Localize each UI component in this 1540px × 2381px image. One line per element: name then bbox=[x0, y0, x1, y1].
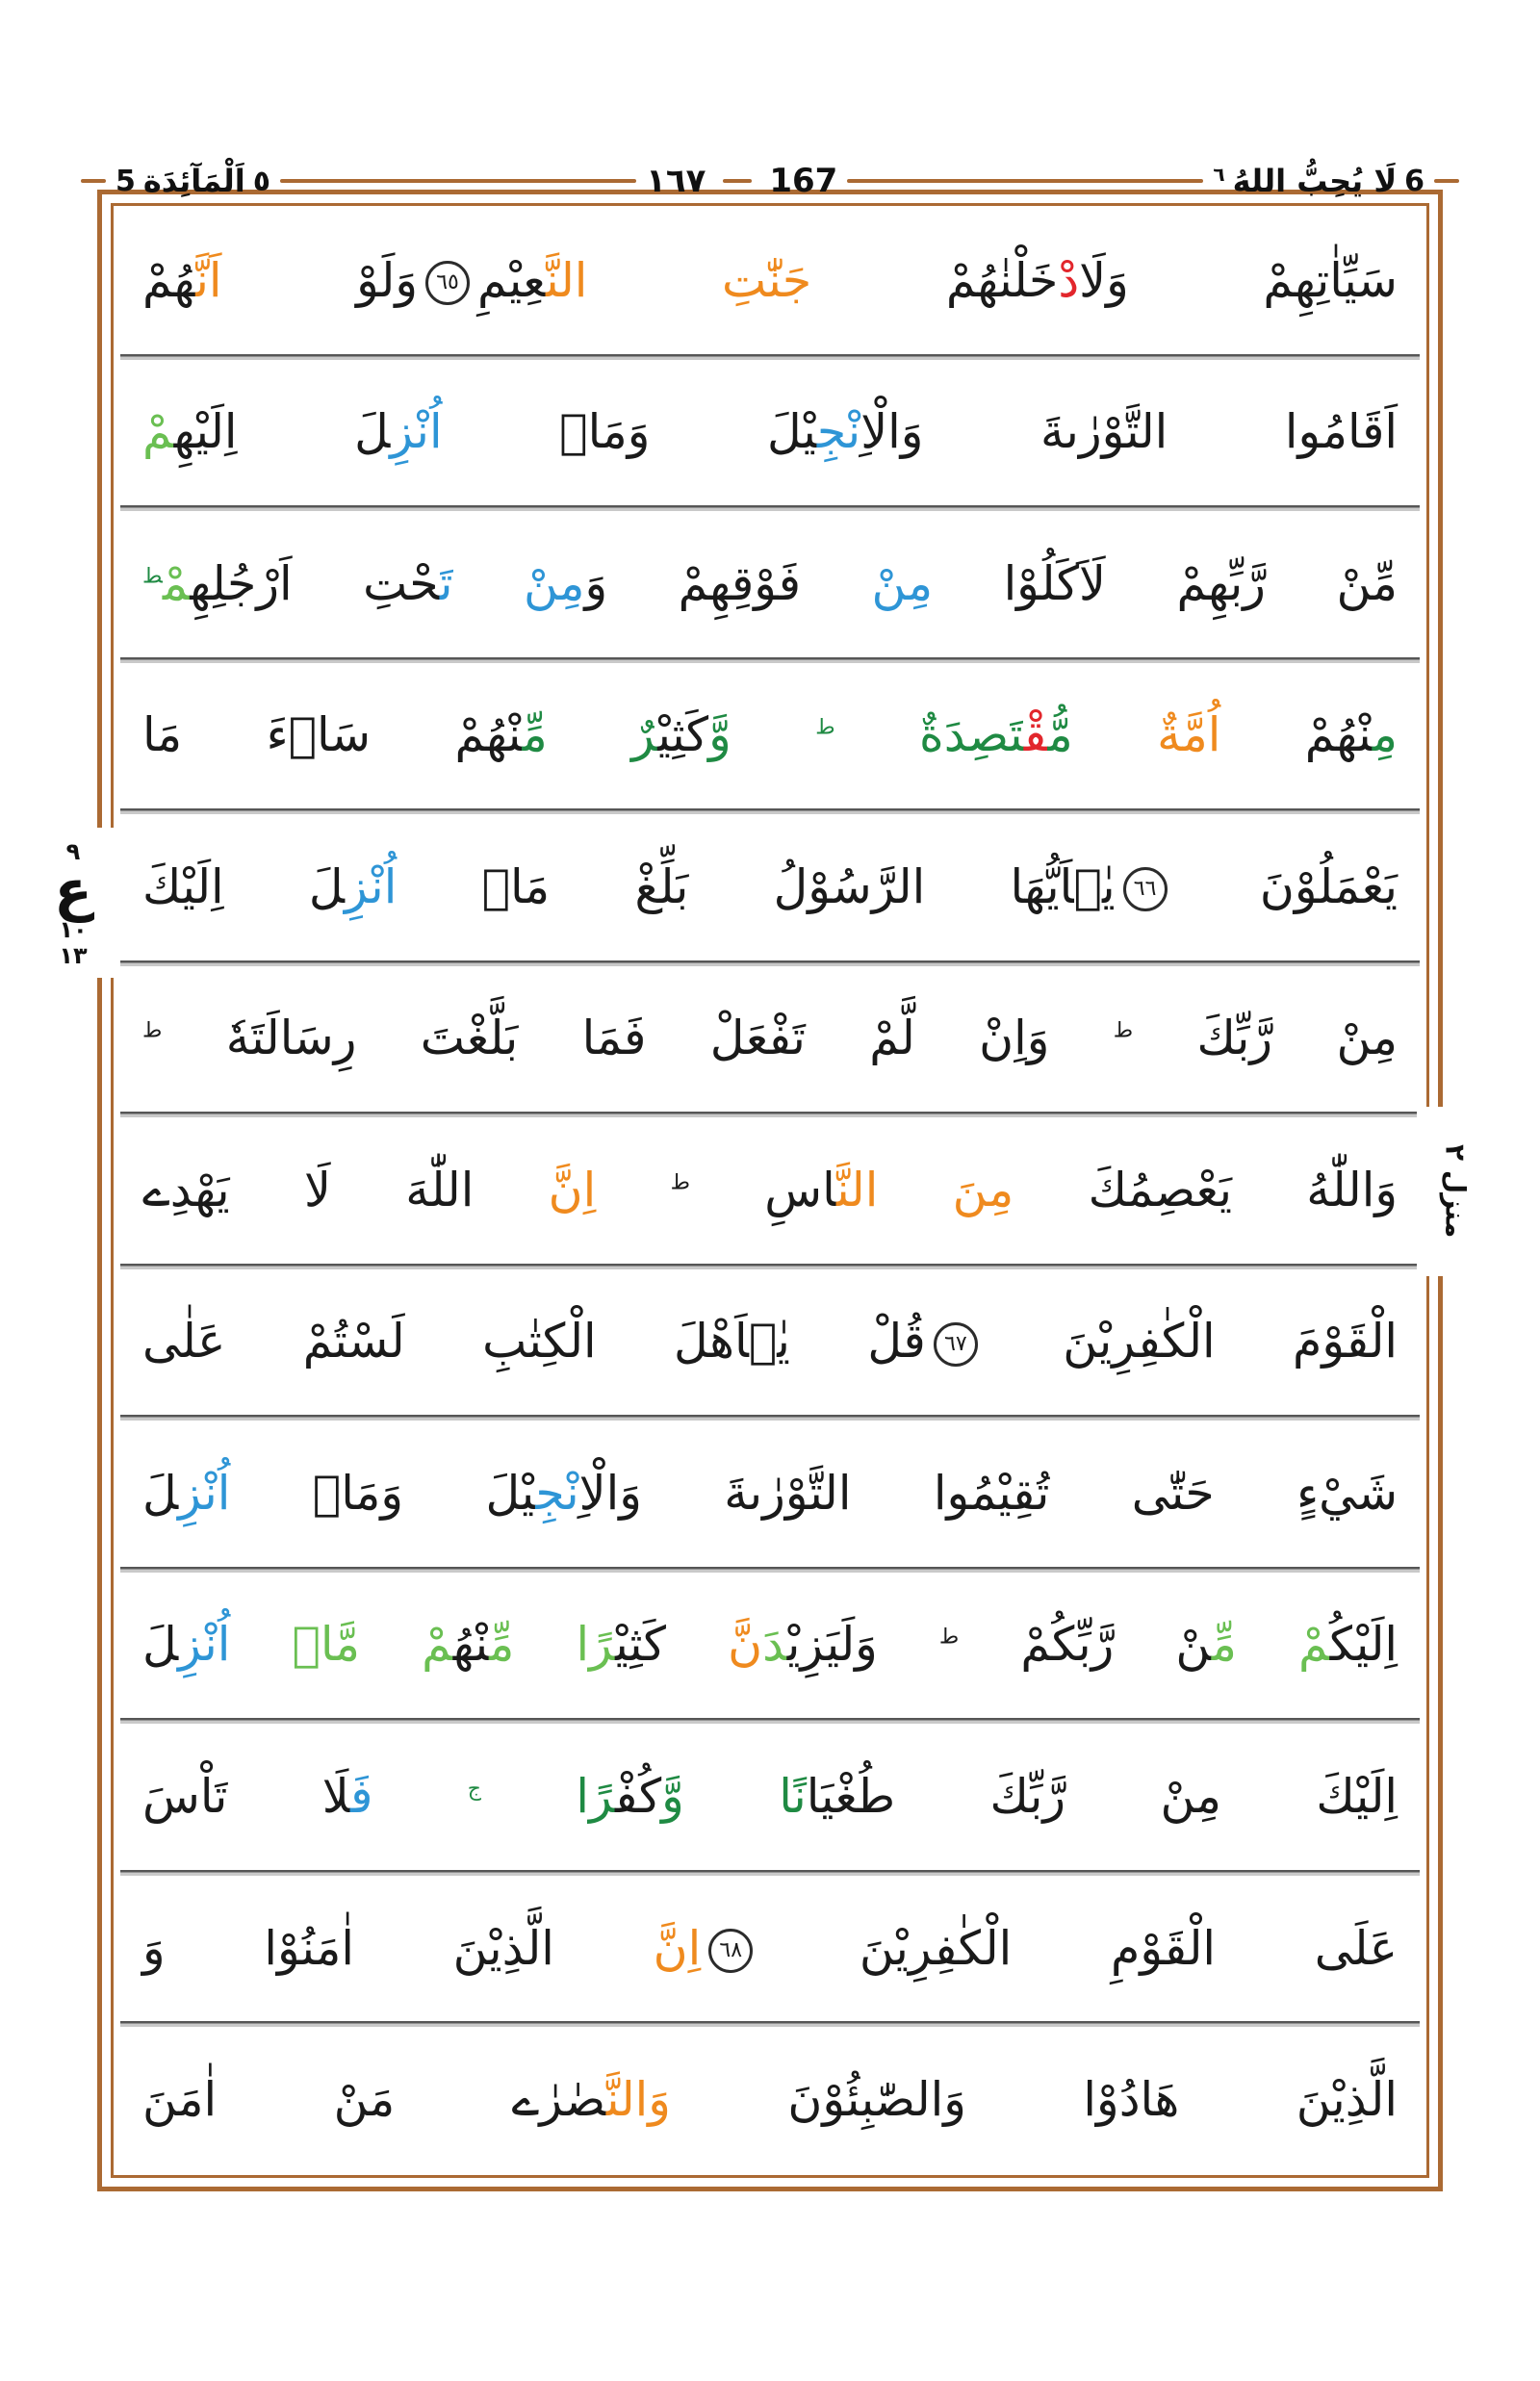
surah-number-arabic: ٥ bbox=[252, 164, 271, 198]
text-segment: ‍قْ‍ bbox=[1023, 707, 1048, 763]
quran-line-text bbox=[117, 2068, 1423, 2132]
text-segment: كَثِيْ‍ bbox=[657, 707, 709, 763]
header-rule bbox=[280, 179, 636, 183]
quran-line-text bbox=[117, 1007, 1423, 1070]
quran-line-text bbox=[117, 1159, 1423, 1222]
juz-name: لَا يُحِبُّ اللهُ bbox=[1232, 163, 1398, 199]
text-segment: ‍عِيْمِ bbox=[477, 252, 547, 308]
header-rule bbox=[723, 179, 752, 183]
text-segment: ‍هُمْ bbox=[142, 252, 196, 308]
quran-line-text bbox=[117, 552, 1423, 616]
text-segment: اُنْزِ‍ bbox=[390, 404, 443, 460]
text-segment: وَاللّٰهُ يَعْصِمُكَ bbox=[1014, 1162, 1398, 1217]
waqf-mark: ط bbox=[670, 1170, 690, 1195]
header-rule bbox=[1434, 179, 1459, 183]
text-segment: سَاۤءَ مَا bbox=[142, 707, 372, 763]
text-segment: اُمَّةٌ bbox=[1072, 707, 1221, 763]
text-segment: عَلَى الْقَوْمِ الْكٰفِرِيْنَ bbox=[760, 1920, 1398, 1976]
text-segment: اَقَامُوا التَّوْرٰىةَ وَالْاِ bbox=[860, 404, 1398, 460]
quran-line-text bbox=[117, 704, 1423, 767]
text-segment: وَّ bbox=[708, 707, 816, 763]
text-segment: اِنَّ bbox=[474, 1162, 671, 1217]
text-segment: مَّاۤ bbox=[230, 1617, 361, 1673]
quran-line-text bbox=[117, 400, 1423, 464]
text-segment: دْ bbox=[1058, 252, 1080, 308]
quran-line-text bbox=[117, 1613, 1423, 1677]
text-segment: شَيْءٍ حَتّٰى تُقِيْمُوا التَّوْرٰىةَ وَالْاِ bbox=[578, 1465, 1399, 1521]
text-segment: ‍رًا bbox=[514, 1617, 616, 1673]
quran-line bbox=[117, 966, 1423, 1113]
text-segment: ‍اسِ bbox=[689, 1162, 837, 1217]
text-segment: اَنَّ‍ bbox=[195, 252, 222, 308]
text-segment: ‍مْ bbox=[162, 555, 191, 611]
waqf-mark: ج bbox=[467, 1777, 481, 1802]
text-segment: مِّ‍ bbox=[489, 1617, 515, 1673]
juz-number-arabic: ٦ bbox=[1213, 163, 1225, 186]
text-segment: الَّذِيْنَ اٰمَنُوْا وَ bbox=[142, 1920, 554, 1976]
header-rule bbox=[847, 179, 1203, 183]
text-segment: وَلَيَزِيْ‍ bbox=[786, 1617, 939, 1673]
text-segment: مِنْ bbox=[452, 555, 585, 611]
text-segment: وَّ bbox=[661, 1769, 684, 1824]
quran-line-text bbox=[117, 1310, 1423, 1373]
quran-line-text bbox=[117, 1917, 1423, 1981]
text-segment: ‍رٌ bbox=[547, 707, 658, 763]
text-segment: ‍مْ bbox=[142, 404, 174, 460]
quran-line-text bbox=[117, 249, 1423, 313]
quran-line bbox=[117, 1724, 1423, 1870]
text-segment: كُفْ‍ bbox=[615, 1769, 662, 1824]
waqf-mark: ط bbox=[142, 1019, 163, 1044]
text-segment: الَّذِيْنَ هَادُوْا وَالصّٰبِئُوْنَ bbox=[670, 2072, 1398, 2128]
ruku-number-above: ٩ bbox=[65, 838, 81, 865]
text-segment: مِنَ النَّ‍ bbox=[836, 1162, 1014, 1217]
text-segment: ‍حْتِ اَرْجُلِهِ‍ bbox=[190, 555, 440, 611]
text-segment: مِنْ رَّبِّكَ bbox=[1133, 1011, 1399, 1066]
text-segment: خَلْنٰهُمْ bbox=[811, 252, 1059, 308]
text-segment: اِلَيْكُ‍ bbox=[1329, 1617, 1398, 1673]
juz-number-latin: 6 bbox=[1404, 164, 1425, 198]
page-frame-inner bbox=[111, 203, 1429, 2178]
text-segment: يٰۤاَيُّهَا الرَّسُوْلُ بَلِّغْ مَاۤ bbox=[397, 858, 1116, 914]
waqf-mark: ط bbox=[815, 715, 835, 740]
surah-label bbox=[106, 163, 280, 199]
text-segment: ‍لَ bbox=[142, 1617, 179, 1673]
text-segment: جَنّٰتِ النَّ‍ bbox=[546, 252, 812, 308]
text-segment: ‍نْهُمْ bbox=[1220, 707, 1373, 763]
text-segment: مِّ‍ bbox=[522, 707, 548, 763]
page-number-arabic: ١٦٧ bbox=[646, 162, 706, 200]
quran-line bbox=[117, 2027, 1423, 2173]
text-segment: ‍تَصِدَةٌ bbox=[834, 707, 1024, 763]
text-segment: فَ‍ bbox=[350, 1769, 468, 1824]
text-segment: ‍نْ رَّبِّكُمْ bbox=[959, 1617, 1212, 1673]
text-segment: الْقَوْمَ الْكٰفِرِيْنَ bbox=[985, 1314, 1399, 1370]
text-segment: اُنْزِ‍ bbox=[345, 858, 398, 914]
text-segment: ‍نْهُمْ bbox=[371, 707, 523, 763]
surah-name: اَلْمَآئِدَة bbox=[142, 163, 245, 199]
text-segment: نًا bbox=[683, 1769, 807, 1824]
text-segment: سَيِّاٰتِهِمْ وَلَا bbox=[1079, 252, 1398, 308]
quran-line bbox=[117, 511, 1423, 657]
quran-line bbox=[117, 1876, 1423, 2022]
text-segment: فَوْقِهِمْ وَ bbox=[584, 555, 802, 611]
text-segment: نَّ bbox=[666, 1617, 763, 1673]
quran-line bbox=[117, 208, 1423, 354]
waqf-mark: ط bbox=[142, 564, 163, 589]
text-segment: قُلْ يٰۤاَهْلَ الْكِتٰبِ لَسْتُمْ عَلٰى bbox=[142, 1314, 926, 1370]
text-segment: مِنْ bbox=[801, 555, 934, 611]
page-header bbox=[81, 158, 1459, 204]
text-segment: ‍لَ bbox=[142, 1465, 179, 1521]
quran-line bbox=[117, 1117, 1423, 1264]
waqf-mark: ط bbox=[1113, 1019, 1134, 1044]
ruku-number-below: ١٣ bbox=[59, 941, 88, 969]
quran-line-text bbox=[117, 856, 1423, 919]
page-number bbox=[636, 162, 847, 200]
juz-label bbox=[1203, 163, 1434, 199]
text-segment: مِ‍ bbox=[1372, 707, 1398, 763]
text-segment: ‍لَا تَاْسَ bbox=[142, 1769, 350, 1824]
text-rows bbox=[117, 208, 1423, 2173]
text-segment: وَاِنْ لَّمْ تَفْعَلْ فَمَا بَلَّغْتَ رِسَالَتَهٗ bbox=[162, 1011, 1114, 1066]
ruku-marker bbox=[27, 828, 119, 978]
quran-line-text bbox=[117, 1462, 1423, 1525]
surah-number-latin: 5 bbox=[116, 164, 136, 198]
quran-line bbox=[117, 814, 1423, 960]
waqf-mark: ط bbox=[938, 1626, 960, 1651]
verse-marker: ٦٥ bbox=[425, 261, 470, 305]
text-segment: كَثِيْ‍ bbox=[615, 1617, 666, 1673]
text-segment: تَ‍ bbox=[439, 555, 453, 611]
text-segment: اِلَيْكَ مِنْ رَّبِّكَ طُغْيَا bbox=[806, 1769, 1398, 1824]
quran-line bbox=[117, 1269, 1423, 1416]
text-segment: ‍يْلَ وَمَاۤ bbox=[442, 404, 817, 460]
text-segment: وَالنَّ‍ bbox=[605, 2072, 671, 2128]
verse-marker: ٦٧ bbox=[934, 1322, 978, 1367]
text-segment: ‍رًا bbox=[481, 1769, 616, 1824]
text-segment: ‍نْهُ‍ bbox=[452, 1617, 490, 1673]
text-segment: ‍صٰرٰے مَنْ اٰمَنَ bbox=[142, 2072, 606, 2128]
quran-line bbox=[117, 663, 1423, 809]
text-segment: ‍لَ اِلَيْكَ bbox=[142, 858, 346, 914]
text-segment: ‍مْ مِّ‍ bbox=[1211, 1617, 1330, 1673]
quran-line bbox=[117, 1421, 1423, 1567]
quran-line bbox=[117, 1573, 1423, 1719]
text-segment: نْجِ‍ bbox=[816, 404, 861, 460]
ruku-ain-letter: ع bbox=[54, 858, 92, 924]
text-segment: ‍مْ bbox=[360, 1617, 453, 1673]
text-segment: مِّنْ رَّبِّهِمْ لَاَكَلُوْا bbox=[933, 555, 1399, 611]
text-segment: وَلَوْ bbox=[221, 252, 418, 308]
text-segment: اُنْزِ‍ bbox=[178, 1465, 231, 1521]
verse-marker: ٦٨ bbox=[708, 1929, 753, 1973]
page-number-latin: 167 bbox=[769, 162, 838, 200]
header-rule bbox=[81, 179, 106, 183]
quran-line-text bbox=[117, 1765, 1423, 1829]
ruku-number-middle: ١٠ bbox=[59, 916, 88, 944]
text-segment: نْجِ‍ bbox=[535, 1465, 579, 1521]
text-segment: اِنَّ bbox=[553, 1920, 702, 1976]
text-segment: اُنْزِ‍ bbox=[178, 1617, 231, 1673]
text-segment: ‍دَ bbox=[762, 1617, 787, 1673]
manzil-marker: منزل ٢ bbox=[1417, 1107, 1494, 1276]
text-segment: ‍لَ اِلَيْهِ‍ bbox=[173, 404, 391, 460]
page-frame-outer bbox=[97, 190, 1443, 2191]
quran-line bbox=[117, 360, 1423, 506]
verse-marker: ٦٦ bbox=[1123, 867, 1168, 911]
text-segment: يَعْمَلُوْنَ bbox=[1174, 858, 1399, 914]
text-segment: ‍يْلَ وَمَاۤ bbox=[230, 1465, 536, 1521]
text-segment: اللّٰهَ لَا يَهْدِے bbox=[142, 1162, 475, 1217]
text-segment: مُّ‍ bbox=[1047, 707, 1073, 763]
